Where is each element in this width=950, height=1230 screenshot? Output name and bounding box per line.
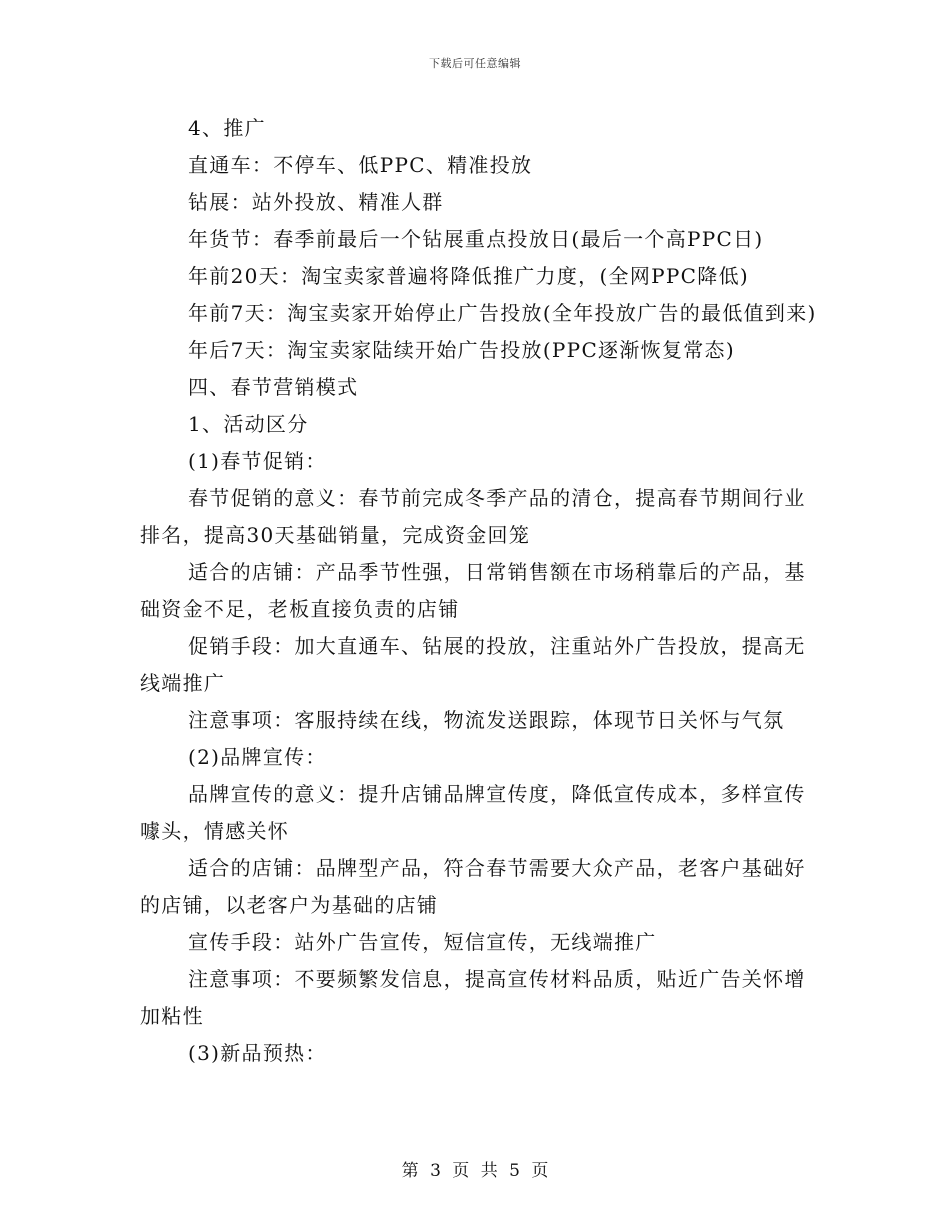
paragraph: 钻展：站外投放、精准人群 [188,190,444,214]
paragraph: 直通车：不停车、低PPC、精准投放 [188,153,533,177]
paragraph: 适合的店铺：品牌型产品，符合春节需要大众产品，老客户基础好的店铺，以老客户为基础的店铺 [140,856,806,917]
paragraph: 宣传手段：站外广告宣传，短信宣传，无线端推广 [188,930,657,954]
item-heading: (3)新品预热： [188,1041,327,1065]
paragraph: 适合的店铺：产品季节性强，日常销售额在市场稍靠后的产品，基础资金不足，老板直接负责的店铺 [140,560,806,621]
paragraph: 4、推广 [188,116,266,140]
paragraph: 年货节：春季前最后一个钻展重点投放日(最后一个高PPC日) [188,227,764,251]
paragraph: 年后7天：淘宝卖家陆续开始广告投放(PPC逐渐恢复常态) [188,338,735,362]
page-number-indicator: 第 3 页 共 5 页 [401,1161,549,1181]
paragraph: 年前20天：淘宝卖家普遍将降低推广力度，(全网PPC降低) [188,264,749,288]
paragraph: 年前7天：淘宝卖家开始停止广告投放(全年投放广告的最低值到来) [188,301,817,325]
paragraph: 注意事项：客服持续在线，物流发送跟踪，体现节日关怀与气氛 [188,708,785,732]
item-heading: (1)春节促销： [188,449,327,473]
document-body [140,110,820,1072]
item-heading: (2)品牌宣传： [188,745,327,769]
paragraph: 品牌宣传的意义：提升店铺品牌宣传度，降低宣传成本，多样宣传噱头，情感关怀 [140,782,806,843]
paragraph: 注意事项：不要频繁发信息，提高宣传材料品质，贴近广告关怀增加粘性 [140,967,806,1028]
paragraph: 促销手段：加大直通车、钻展的投放，注重站外广告投放，提高无线端推广 [140,634,806,695]
paragraph: 春节促销的意义：春节前完成冬季产品的清仓，提高春节期间行业排名，提高30天基础销量，完成资金回笼 [140,486,806,547]
subsection-heading: 1、活动区分 [188,412,309,436]
page-header-note: 下载后可任意编辑 [429,57,521,70]
section-heading: 四、春节营销模式 [188,375,359,399]
